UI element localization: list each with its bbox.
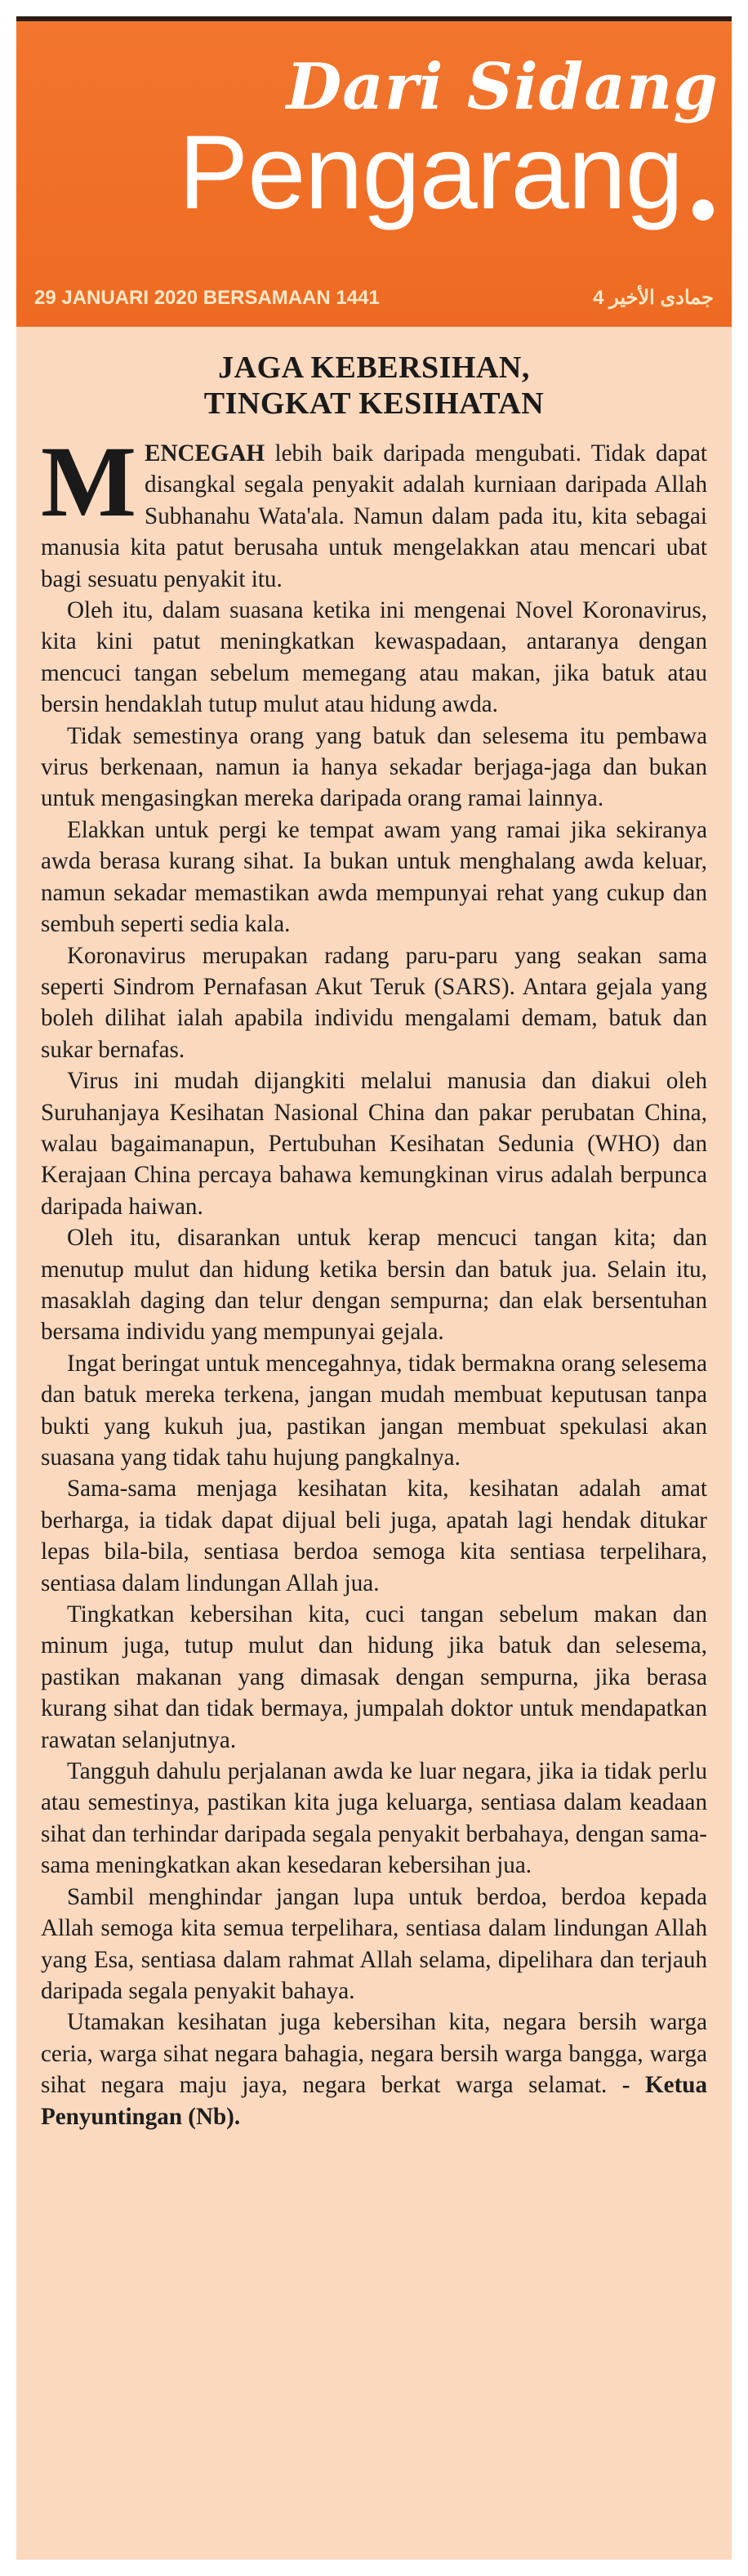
editorial-page — [16, 16, 732, 2560]
date-gregorian: 29 JANUARI 2020 BERSAMAAN 1441 — [34, 287, 380, 309]
paragraph: Elakkan untuk pergi ke tempat awam yang ramai jika sekiranya awda berasa kurang sihat. Ia bukan untuk menghalang awda keluar, namun sekadar memastikan awda mempunyai rehat yang cukup dan sembuh seperti sedia kala. — [41, 816, 707, 938]
paragraph: Oleh itu, dalam suasana ketika ini mengenai Novel Koronavirus, kita kini patut meningkatkan kewaspadaan, antaranya dengan mencuci tangan sebelum memegang atau makan, jika batuk atau bersin hendaklah tutup mulut atau hidung awda. — [41, 597, 707, 718]
header-top-rule — [16, 16, 732, 21]
paragraph: Koronavirus merupakan radang paru-paru yang seakan sama seperti Sindrom Pernafasan Akut Teruk (SARS). Antara gejala yang boleh dilihat ialah apabila individu mengalami demam, batuk dan sukar bernafas. — [41, 942, 707, 1063]
paragraph: Tidak semestinya orang yang batuk dan selesema itu pembawa virus berkenaan, namun ia hanya sekadar berjaga-jaga dan bukan untuk mengasingkan mereka daripada orang ramai lainnya. — [41, 722, 707, 812]
header-title-script: Dari Sidang — [286, 50, 719, 124]
header-title-main: Pengarang — [178, 114, 683, 231]
lead-word: ENCEGAH — [145, 440, 265, 467]
date-hijri: جمادى الأخير 4 — [593, 287, 714, 309]
drop-cap: M — [41, 426, 137, 538]
last-paragraph — [41, 2007, 707, 2132]
header-title-dot — [692, 199, 714, 221]
editor-signature: - Ketua Penyuntingan (Nb). — [41, 2072, 708, 2130]
paragraph: Oleh itu, disarankan untuk kerap mencuci tangan kita; dan menutup mulut dan hidung ketika bersin dan batuk jua. Selain itu, masaklah daging dan telur dengan sempurna; dan elak bersentuhan bersama individu yang mempunyai gejala. — [41, 1225, 707, 1346]
article-headline — [41, 350, 707, 422]
paragraph: Virus ini mudah dijangkiti melalui manusia dan diakui oleh Suruhanjaya Kesihatan Nasional China dan pakar perubatan China, walau bagaimanapun, Pertubuhan Kesihatan Sedunia (WHO) dan Kerajaan China percaya bahawa kemungkinan virus adalah berpunca daripada haiwan. — [41, 1068, 707, 1220]
headline-line-1: JAGA KEBERSIHAN, — [218, 350, 530, 385]
headline-line-2: TINGKAT KESIHATAN — [203, 386, 545, 421]
last-paragraph-text: Utamakan kesihatan juga kebersihan kita, negara bersih warga ceria, warga sihat negara bahagia, negara bersih warga bangga, warga sihat negara maju jaya, negara berkat warga selamat. — [41, 2009, 707, 2099]
paragraph: Tangguh dahulu perjalanan awda ke luar negara, jika ia tidak perlu atau semestinya, pastikan kita juga keluarga, sentiasa dalam keadaan sihat dan terhindar daripada segala penyakit berbahaya, dengan sama-sama meningkatkan akan kesedaran kebersihan jua. — [41, 1758, 707, 1879]
date-line — [34, 286, 714, 310]
paragraph: Ingat beringat untuk mencegahnya, tidak bermakna orang selesema dan batuk mereka terkena, jangan mudah membuat keputusan tanpa bukti yang kukuh jua, pastikan jangan membuat spekulasi akan suasana yang tidak tahu hujung pangkalnya. — [41, 1350, 707, 1471]
paragraph: Tingkatkan kebersihan kita, cuci tangan sebelum makan dan minum juga, tutup mulut dan hidung jika batuk dan selesema, pastikan makanan yang dimasak dengan sempurna, jika berasa kurang sihat dan tidak bermaya, jumpalah doktor untuk mendapatkan rawatan selanjutnya. — [41, 1601, 707, 1753]
editorial-header — [16, 16, 732, 327]
paragraph-1-text: lebih baik daripada mengubati. Tidak dapat disangkal segala penyakit adalah kurniaan daripada Allah Subhanahu Wata'ala. Namun dalam pada itu, kita sebagai manusia kita patut berusaha untuk mengelakkan atau mencari ubat bagi sesuatu penyakit itu. — [41, 440, 707, 592]
article-body — [41, 426, 708, 2132]
paragraph: Sambil menghindar jangan lupa untuk berdoa, berdoa kepada Allah semoga kita semua terpelihara, sentiasa dalam lindungan Allah yang Esa, sentiasa dalam rahmat Allah selama, dipelihara dan terjauh daripada segala penyakit bahaya. — [41, 1883, 707, 2004]
editorial-article — [16, 327, 732, 2132]
paragraph-1 — [41, 426, 707, 595]
paragraph: Sama-sama menjaga kesihatan kita, kesihatan adalah amat berharga, ia tidak dapat dijual beli juga, apatah lagi hendak ditukar lepas bila-bila, sentiasa berdoa semoga kita sentiasa terpelihara, sentiasa dalam lindungan Allah jua. — [41, 1476, 707, 1596]
